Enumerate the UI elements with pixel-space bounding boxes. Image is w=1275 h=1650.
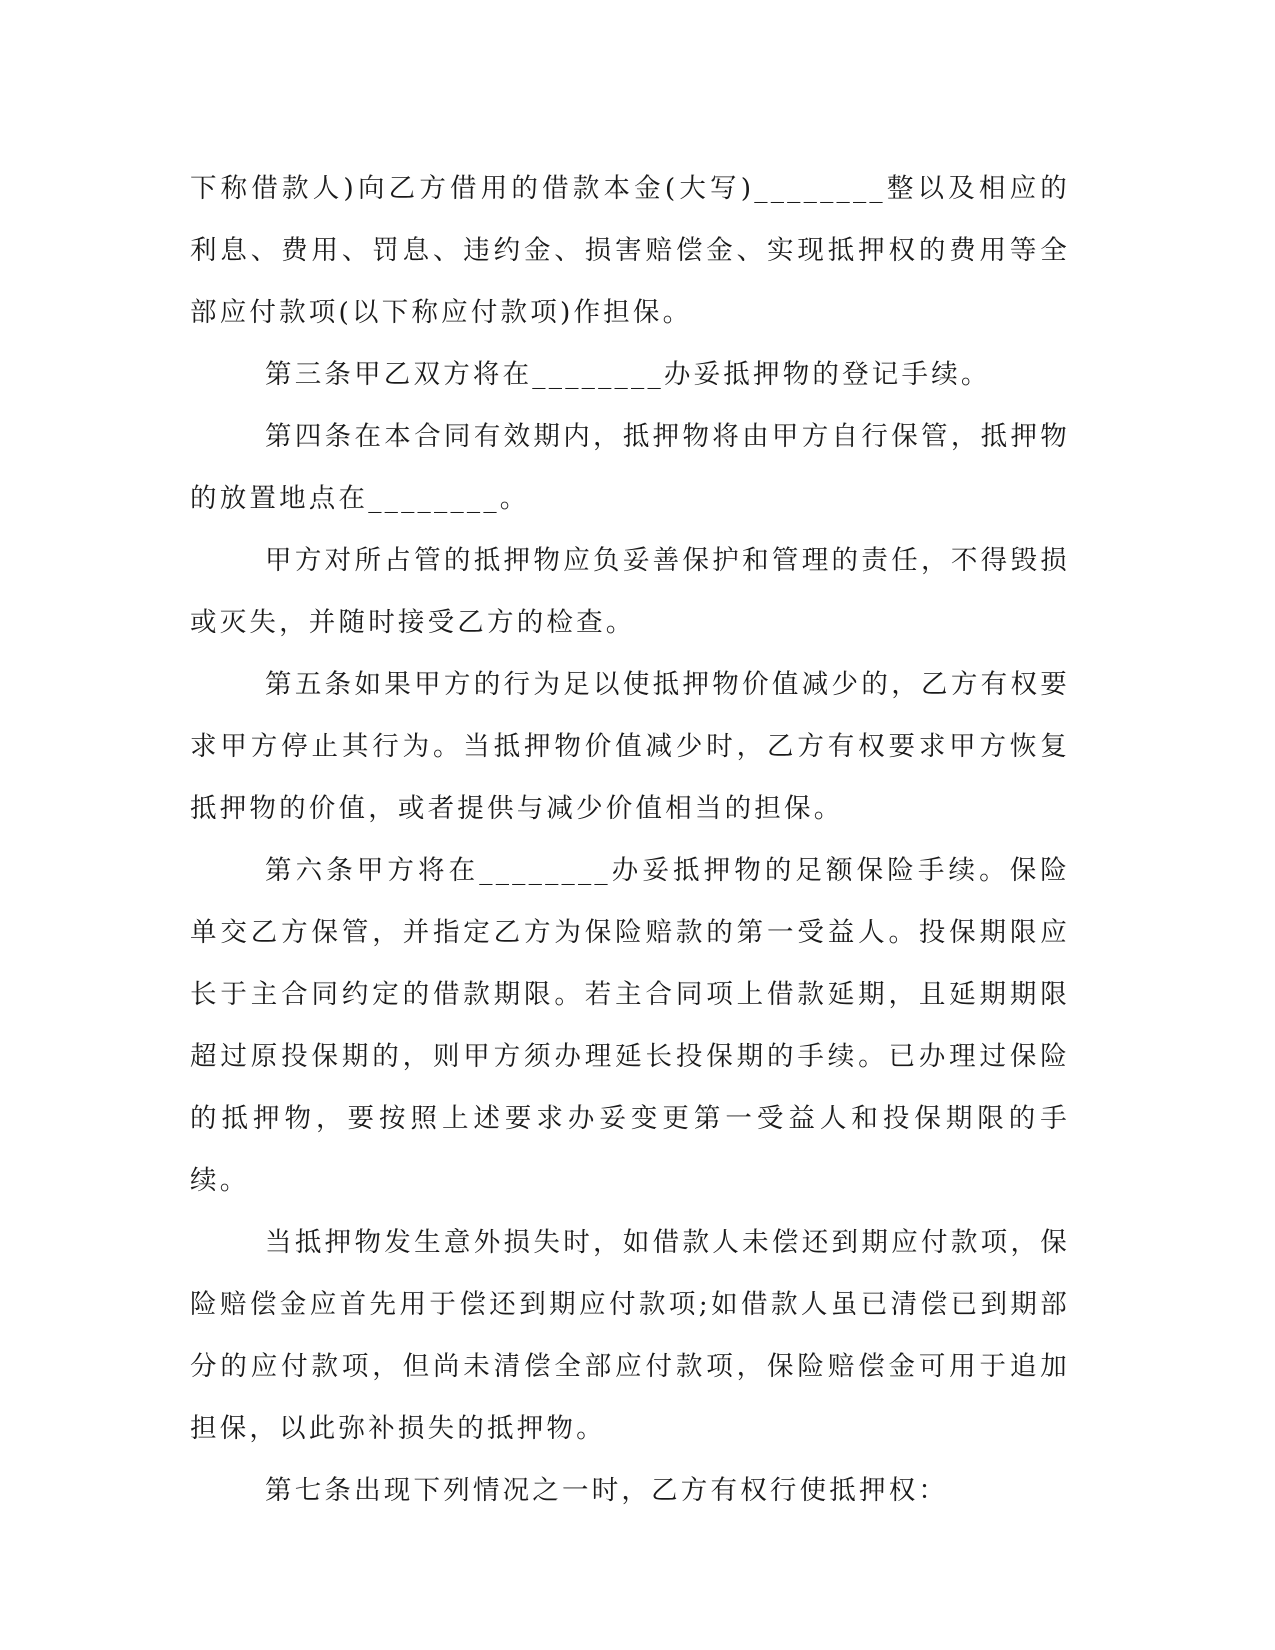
paragraph-insurance-claim: 当抵押物发生意外损失时，如借款人未偿还到期应付款项，保险赔偿金应首先用于偿还到期应付款项;如借款人虽已清偿已到期部分的应付款项，但尚未清偿全部应付款项，保险赔偿金可用于追加担保，以此弥补损失的抵押物。 bbox=[190, 1227, 1070, 1444]
paragraph-article-7: 第七条出现下列情况之一时，乙方有权行使抵押权： bbox=[265, 1475, 949, 1506]
paragraph-custody-duty: 甲方对所占管的抵押物应负妥善保护和管理的责任，不得毁损或灭失，并随时接受乙方的检查。 bbox=[190, 545, 1070, 638]
paragraph-article-5: 第五条如果甲方的行为足以使抵押物价值减少的，乙方有权要求甲方停止其行为。当抵押物价值减少时，乙方有权要求甲方恢复抵押物的价值，或者提供与减少价值相当的担保。 bbox=[190, 669, 1070, 824]
paragraph-article-3: 第三条甲乙双方将在________办妥抵押物的登记手续。 bbox=[265, 359, 991, 390]
document-body bbox=[190, 158, 1070, 1522]
paragraph-loan-guarantee: 下称借款人)向乙方借用的借款本金(大写)________整以及相应的利息、费用、罚息、违约金、损害赔偿金、实现抵押权的费用等全部应付款项(以下称应付款项)作担保。 bbox=[190, 173, 1070, 328]
paragraph-article-6: 第六条甲方将在________办妥抵押物的足额保险手续。保险单交乙方保管，并指定乙方为保险赔款的第一受益人。投保期限应长于主合同约定的借款期限。若主合同项上借款延期，且延期期限超过原投保期的，则甲方须办理延长投保期的手续。已办理过保险的抵押物，要按照上述要求办妥变更第一受益人和投保期限的手续。 bbox=[190, 855, 1070, 1196]
paragraph-article-4: 第四条在本合同有效期内，抵押物将由甲方自行保管，抵押物的放置地点在________。 bbox=[190, 421, 1070, 514]
